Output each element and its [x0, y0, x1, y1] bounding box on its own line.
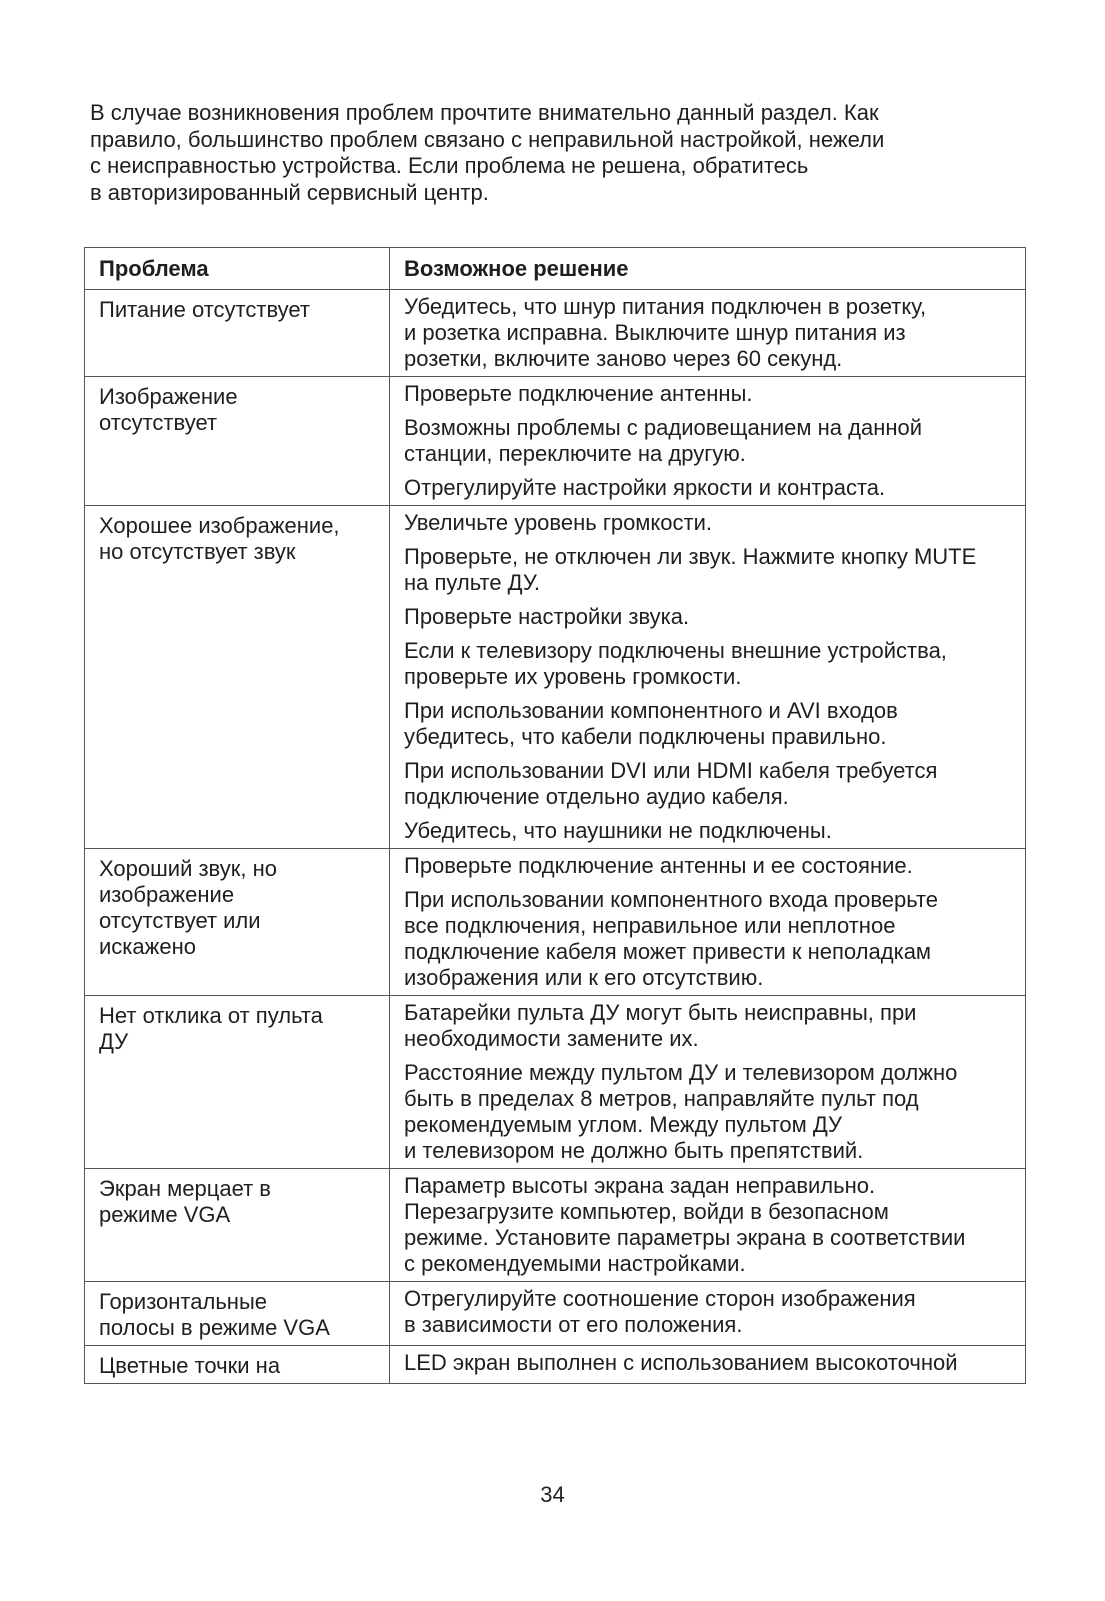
troubleshooting-table: [84, 247, 1026, 1384]
intro-line: В случае возникновения проблем прочтите внимательно данный раздел. Как: [90, 100, 879, 125]
solution-item: Убедитесь, что наушники не подключены.: [404, 818, 832, 843]
table-row: [85, 1346, 1026, 1384]
solution-item: При использовании компонентного и AVI входов убедитесь, что кабели подключены правильно.: [404, 698, 898, 749]
solution-item: Проверьте подключение антенны и ее состояние.: [404, 853, 913, 878]
problem-cell: Питание отсутствует: [85, 290, 390, 377]
solution-cell: [390, 849, 1026, 996]
solution-item: Расстояние между пультом ДУ и телевизором должно быть в пределах 8 метров, направляйте пульт под рекомендуемым углом. Между пультом ДУ и телевизором не должно быть препятствий.: [404, 1060, 958, 1163]
solution-item: Отрегулируйте настройки яркости и контраста.: [404, 475, 886, 500]
solution-item: Проверьте, не отключен ли звук. Нажмите кнопку MUTE на пульте ДУ.: [404, 544, 977, 595]
solution-item: Увеличьте уровень громкости.: [404, 510, 713, 535]
table-header-row: [85, 248, 1026, 290]
table-body: [85, 290, 1026, 1384]
table-row: [85, 506, 1026, 849]
solution-cell: [390, 290, 1026, 377]
solution-cell: [390, 377, 1026, 506]
solution-item: Батарейки пульта ДУ могут быть неисправны, при необходимости замените их.: [404, 1000, 917, 1051]
solution-item: При использовании DVI или HDMI кабеля требуется подключение отдельно аудио кабеля.: [404, 758, 938, 809]
solution-item: Проверьте настройки звука.: [404, 604, 690, 629]
table-row: [85, 377, 1026, 506]
solution-item: Параметр высоты экрана задан неправильно. Перезагрузите компьютер, войди в безопасном режиме. Установите параметры экрана в соответствии с рекомендуемыми настройками.: [404, 1173, 966, 1276]
table-row: [85, 1169, 1026, 1282]
table-row: [85, 1282, 1026, 1346]
problem-cell: Экран мерцает в режиме VGA: [85, 1169, 390, 1282]
problem-cell: Горизонтальные полосы в режиме VGA: [85, 1282, 390, 1346]
header-problem: Проблема: [85, 248, 390, 290]
header-solution: Возможное решение: [390, 248, 1026, 290]
problem-cell: Цветные точки на: [85, 1346, 390, 1384]
intro-line: правило, большинство проблем связано с неправильной настройкой, нежели: [90, 126, 885, 152]
solution-item: Возможны проблемы с радиовещанием на данной станции, переключите на другую.: [404, 415, 923, 466]
page-number: 34: [540, 1482, 565, 1507]
intro-line: с неисправностью устройства. Если проблема не решена, обратитесь: [90, 153, 809, 178]
solution-item: Отрегулируйте соотношение сторон изображения в зависимости от его положения.: [404, 1286, 916, 1337]
problem-cell: Хороший звук, но изображение отсутствует или искажено: [85, 849, 390, 996]
problem-cell: Изображение отсутствует: [85, 377, 390, 506]
problem-cell: Нет отклика от пульта ДУ: [85, 996, 390, 1169]
solution-item: При использовании компонентного входа проверьте все подключения, неправильное или неплотное подключение кабеля может привести к неполадкам изображения или к его отсутствию.: [404, 887, 939, 990]
solution-item: Проверьте подключение антенны.: [404, 381, 753, 406]
intro-line: в авторизированный сервисный центр.: [90, 179, 489, 205]
table-row: [85, 849, 1026, 996]
table-row: [85, 290, 1026, 377]
solution-item: Если к телевизору подключены внешние устройства, проверьте их уровень громкости.: [404, 638, 947, 689]
solution-item: LED экран выполнен с использованием высокоточной: [404, 1350, 958, 1375]
solution-cell: [390, 506, 1026, 849]
problem-cell: Хорошее изображение, но отсутствует звук: [85, 506, 390, 849]
solution-cell: [390, 996, 1026, 1169]
solution-cell: [390, 1346, 1026, 1384]
solution-item: Убедитесь, что шнур питания подключен в розетку, и розетка исправна. Выключите шнур питания из розетки, включите заново через 60 секунд.: [404, 294, 927, 371]
solution-cell: [390, 1282, 1026, 1346]
solution-cell: [390, 1169, 1026, 1282]
intro-paragraph: [90, 100, 1030, 206]
table-row: [85, 996, 1026, 1169]
